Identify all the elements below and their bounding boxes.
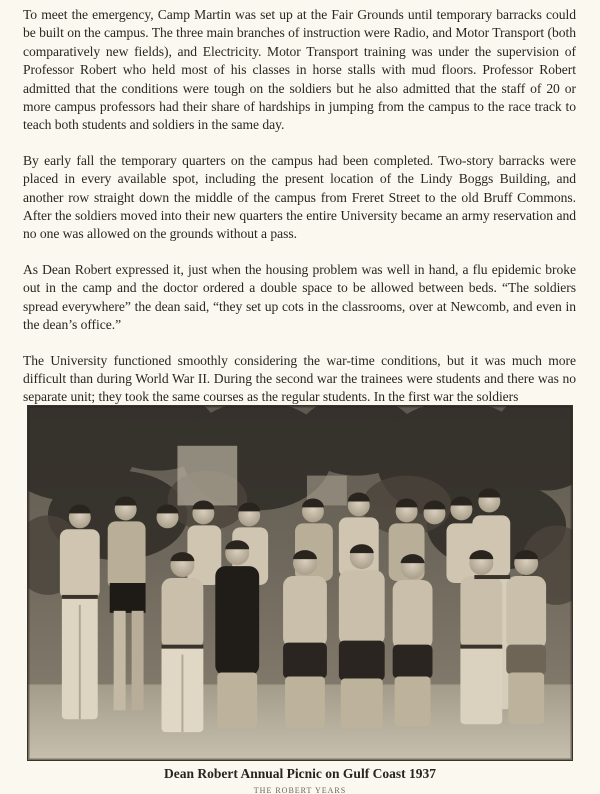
paragraph-flu-epidemic: As Dean Robert expressed it, just when the housing problem was well in hand, a flu epidemic broke out in the camp and the doctor ordered a double space to be allowed between beds. “The soldiers spread everywhere” the dean said, “they set up cots in the classrooms, over at Newcomb, and even in the dean’s office.”: [23, 261, 576, 333]
paragraph-temporary-quarters: By early fall the temporary quarters on the campus had been completed. Two-story barracks were placed in every available spot, including the present location of the Lindy Boggs Building, and another row straight down the middle of the campus from Freret Street to the old Bruff Commons. After the soldiers moved into their new quarters the entire University became an army reservation and no one was allowed on the grounds without a pass.: [23, 152, 576, 242]
group-photo: [27, 405, 573, 761]
paragraph-war-time-conditions: The University functioned smoothly considering the war-time conditions, but it was much more difficult than during World War II. During the second war the trainees were students and there was no separate unit; they took the same courses as the regular students. In the first war the soldiers: [23, 352, 576, 405]
group-photo-image: [28, 406, 572, 760]
running-footer: THE ROBERT YEARS: [253, 786, 347, 794]
paragraph-camp-martin: To meet the emergency, Camp Martin was set up at the Fair Grounds until temporary barracks could be built on the campus. The three main branches of instruction were Radio, and Motor Transport (both comparatively new fields), and Electricity. Motor Transport training was under the supervision of Professor Robert who held most of his classes in horse stalls with mud floors. Professor Robert admitted that the conditions were tough on the soldiers but he also admitted that the staff of 20 or more campus professors had their share of hardships in jumping from the campus to the race track to teach both students and soldiers in the same day.: [23, 7, 576, 133]
body-text: [23, 6, 576, 424]
photo-caption: Dean Robert Annual Picnic on Gulf Coast 1937: [164, 766, 436, 781]
